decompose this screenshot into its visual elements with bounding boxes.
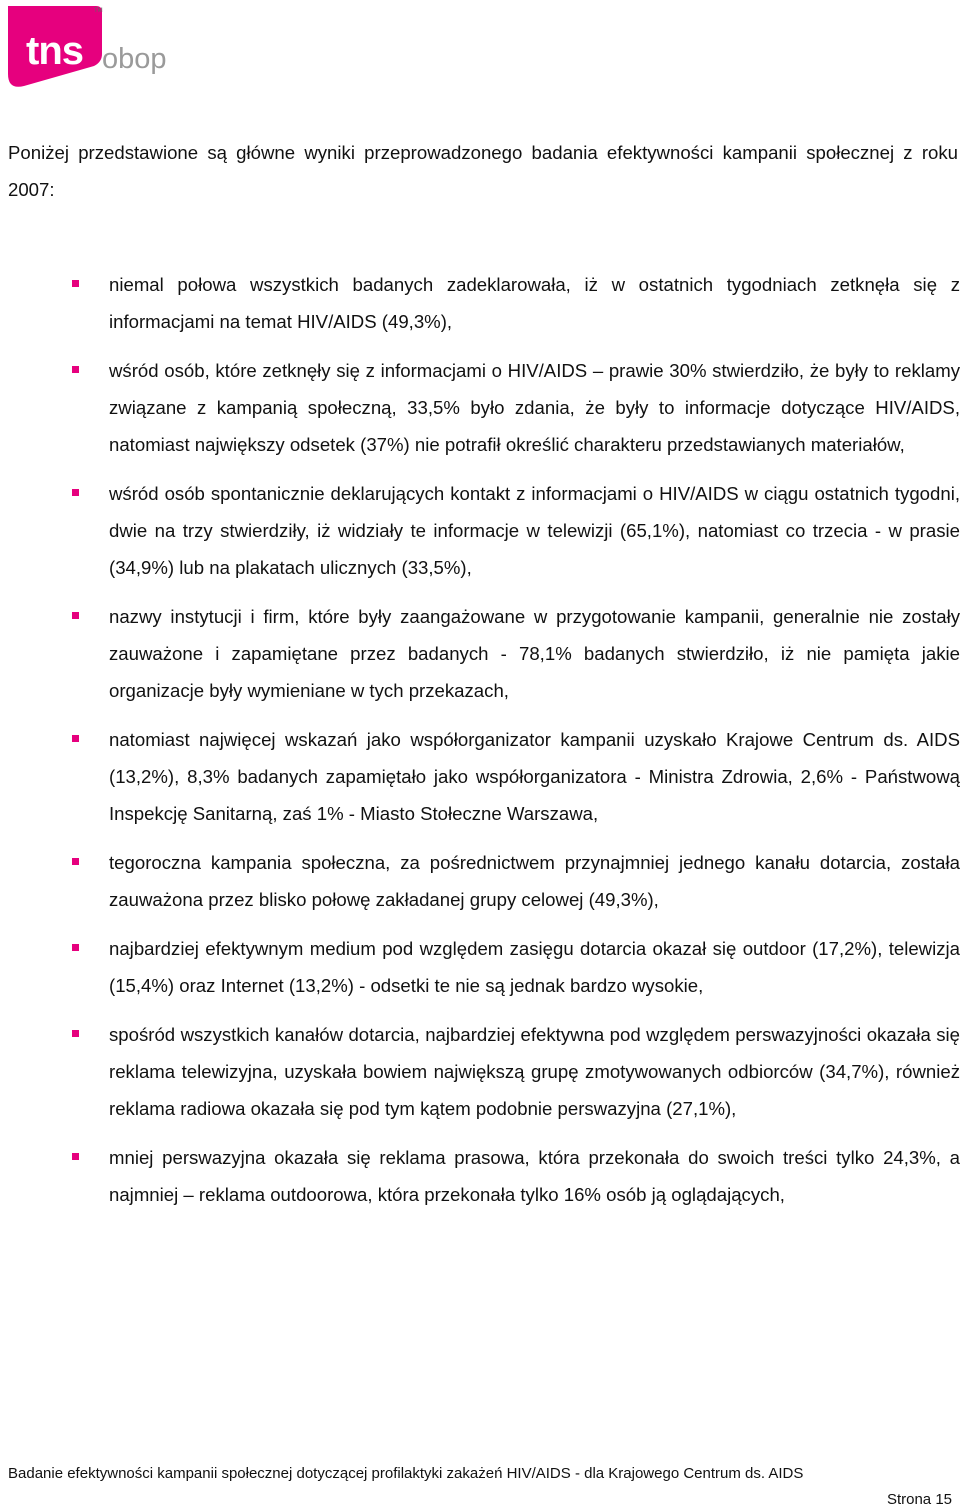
logo-obop-text: obop — [102, 43, 167, 75]
square-bullet-icon — [72, 366, 79, 373]
square-bullet-icon — [72, 280, 79, 287]
square-bullet-icon — [72, 944, 79, 951]
list-item-text: natomiast najwięcej wskazań jako współorganizator kampanii uzyskało Krajowe Centrum ds. AIDS (13,2%), 8,3% badanych zapamiętało jako współorganizatora - Ministra Zdrowia, 2,6% - Państwową Inspekcję Sanitarną, zaś 1% - Miasto Stołeczne Warszawa, — [109, 729, 960, 824]
list-item — [72, 844, 960, 918]
list-item — [72, 930, 960, 1004]
square-bullet-icon — [72, 489, 79, 496]
list-item — [72, 598, 960, 709]
list-item-text: wśród osób spontanicznie deklarujących kontakt z informacjami o HIV/AIDS w ciągu ostatnich tygodni, dwie na trzy stwierdziły, iż widziały te informacje w telewizji (65,1%), natomiast co trzecia - w prasie (34,9%) lub na plakatach ulicznych (33,5%), — [109, 483, 960, 578]
square-bullet-icon — [72, 735, 79, 742]
logo-tns-text: tns — [26, 29, 83, 73]
list-item — [72, 1139, 960, 1213]
list-item-text: mniej perswazyjna okazała się reklama prasowa, która przekonała do swoich treści tylko 24,3%, a najmniej – reklama outdoorowa, która przekonała tylko 16% osób ją oglądających, — [109, 1147, 960, 1205]
list-item-text: nazwy instytucji i firm, które były zaangażowane w przygotowanie kampanii, generalnie nie zostały zauważone i zapamiętane przez badanych - 78,1% badanych stwierdziło, iż nie pamięta jakie organizacje były wymieniane w tych przekazach, — [109, 606, 960, 701]
tns-obop-logo — [6, 4, 176, 88]
square-bullet-icon — [72, 612, 79, 619]
list-item — [72, 475, 960, 586]
square-bullet-icon — [72, 858, 79, 865]
list-item — [72, 721, 960, 832]
footer-text: Badanie efektywności kampanii społecznej dotyczącej profilaktyki zakażeń HIV/AIDS - dla Krajowego Centrum ds. AIDS — [8, 1465, 804, 1482]
findings-list — [72, 266, 960, 1225]
list-item — [72, 1016, 960, 1127]
list-item-text: wśród osób, które zetknęły się z informacjami o HIV/AIDS – prawie 30% stwierdziło, że były to reklamy związane z kampanią społeczną, 33,5% było zdania, że były to informacje dotyczące HIV/AIDS, natomiast największy odsetek (37%) nie potrafił określić charakteru przedstawianych materiałów, — [109, 360, 960, 455]
list-item — [72, 266, 960, 340]
list-item-text: spośród wszystkich kanałów dotarcia, najbardziej efektywna pod względem perswazyjności okazała się reklama telewizyjna, uzyskała bowiem największą grupę zmotywowanych odbiorców (34,7%), również reklama radiowa okazała się pod tym kątem podobnie perswazyjna (27,1%), — [109, 1024, 960, 1119]
list-item-text: niemal połowa wszystkich badanych zadeklarowała, iż w ostatnich tygodniach zetknęła się z informacjami na temat HIV/AIDS (49,3%), — [109, 274, 960, 332]
logo-trademark: TM — [94, 8, 103, 14]
list-item-text: najbardziej efektywnym medium pod względem zasięgu dotarcia okazał się outdoor (17,2%), telewizja (15,4%) oraz Internet (13,2%) - odsetki te nie są jednak bardzo wysokie, — [109, 938, 960, 996]
list-item-text: tegoroczna kampania społeczna, za pośrednictwem przynajmniej jednego kanału dotarcia, została zauważona przez blisko połowę zakładanej grupy celowej (49,3%), — [109, 852, 960, 910]
intro-paragraph: Poniżej przedstawione są główne wyniki przeprowadzonego badania efektywności kampanii społecznej z roku 2007: — [8, 142, 958, 200]
page-number: Strona 15 — [886, 1491, 952, 1508]
square-bullet-icon — [72, 1030, 79, 1037]
list-item — [72, 352, 960, 463]
square-bullet-icon — [72, 1153, 79, 1160]
